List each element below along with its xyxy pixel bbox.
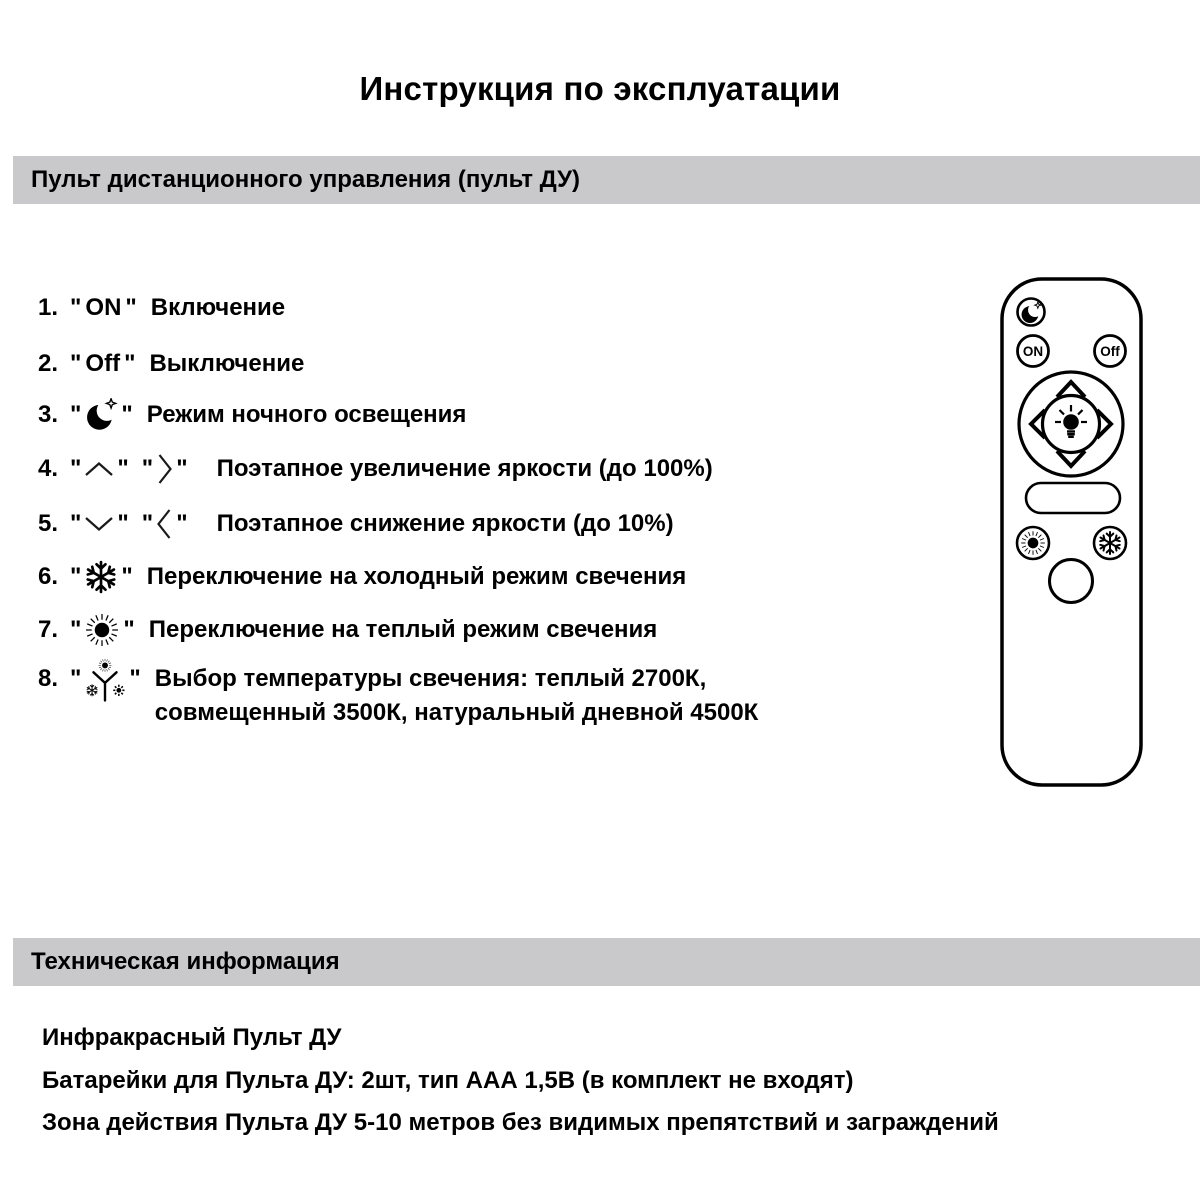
quote-mark: " (70, 665, 82, 692)
chevron-down-icon (84, 516, 114, 532)
item-number: 8. (38, 665, 59, 692)
item-label: Переключение на холодный режим свечения (146, 563, 687, 590)
item-label-line1: Выбор температуры свечения: теплый 2700К, (154, 665, 707, 692)
item-number: 2. (38, 350, 59, 377)
section-header-tech (13, 938, 1200, 986)
remote-on-label: ON (1022, 344, 1044, 359)
quote-mark: " (141, 455, 154, 482)
section-header-remote-label: Пульт дистанционного управления (пульт ДУ) (31, 166, 580, 193)
temp-select-icon (84, 658, 126, 706)
quote-mark: " (125, 294, 137, 321)
snowflake-icon (84, 560, 118, 594)
chevron-right-icon (156, 453, 173, 485)
remote-warm-button (1017, 527, 1049, 559)
list-item-on (38, 293, 285, 323)
list-item-night-mode (38, 398, 466, 432)
item-label: Выключение (149, 350, 305, 377)
quote-mark: " (70, 616, 82, 643)
quote-mark: " (176, 455, 188, 482)
quote-mark: " (70, 350, 82, 377)
item-number: 4. (38, 455, 59, 482)
list-item-cold-mode (38, 560, 686, 594)
chevron-up-icon (84, 461, 114, 477)
quote-mark: " (141, 510, 154, 537)
off-key-label: Off (85, 350, 121, 377)
item-number: 5. (38, 510, 59, 537)
remote-drawing (1000, 277, 1143, 787)
item-label: Поэтапное увеличение яркости (до 100%) (216, 455, 713, 482)
quote-mark: " (123, 616, 135, 643)
quote-mark: " (70, 455, 82, 482)
item-number: 7. (38, 616, 59, 643)
item-number: 3. (38, 401, 59, 428)
quote-mark: " (129, 665, 141, 692)
quote-mark: " (70, 294, 82, 321)
item-label: Переключение на теплый режим свечения (148, 616, 658, 643)
remote-off-label: Off (1100, 344, 1120, 359)
section-header-remote (13, 156, 1200, 204)
moon-star-icon (84, 398, 118, 432)
item-label: Поэтапное снижение яркости (до 10%) (216, 510, 674, 537)
tech-info-line: Инфракрасный Пульт ДУ (42, 1024, 342, 1051)
item-number: 1. (38, 294, 59, 321)
list-item-warm-mode (38, 612, 657, 648)
item-label: Включение (150, 294, 286, 321)
item-label-line2: совмещенный 3500К, натуральный дневной 4500К (154, 699, 759, 726)
tech-info-line: Батарейки для Пульта ДУ: 2шт, тип ААА 1,5В (в комплект не входят) (42, 1067, 854, 1094)
chevron-left-icon (156, 508, 173, 540)
item-label-lines (155, 662, 759, 730)
quote-mark: " (121, 563, 133, 590)
quote-mark: " (124, 350, 136, 377)
warm-sun-icon (84, 612, 120, 648)
item-label: Режим ночного освещения (146, 401, 467, 428)
list-item-off (38, 349, 304, 379)
page-title: Инструкция по эксплуатации (359, 70, 841, 107)
quote-mark: " (121, 401, 133, 428)
section-header-tech-label: Техническая информация (31, 948, 340, 975)
item-number: 6. (38, 563, 59, 590)
quote-mark: " (117, 510, 129, 537)
tech-info-line: Зона действия Пульта ДУ 5-10 метров без видимых препятствий и заграждений (42, 1109, 999, 1136)
list-item-brightness-down (38, 508, 674, 540)
quote-mark: " (117, 455, 129, 482)
list-item-brightness-up (38, 453, 713, 485)
on-key-label: ON (85, 294, 122, 321)
quote-mark: " (70, 510, 82, 537)
warm-sun-icon (1021, 531, 1045, 555)
quote-mark: " (70, 563, 82, 590)
list-item-temperature-select (38, 662, 758, 730)
quote-mark: " (176, 510, 188, 537)
quote-mark: " (70, 401, 82, 428)
